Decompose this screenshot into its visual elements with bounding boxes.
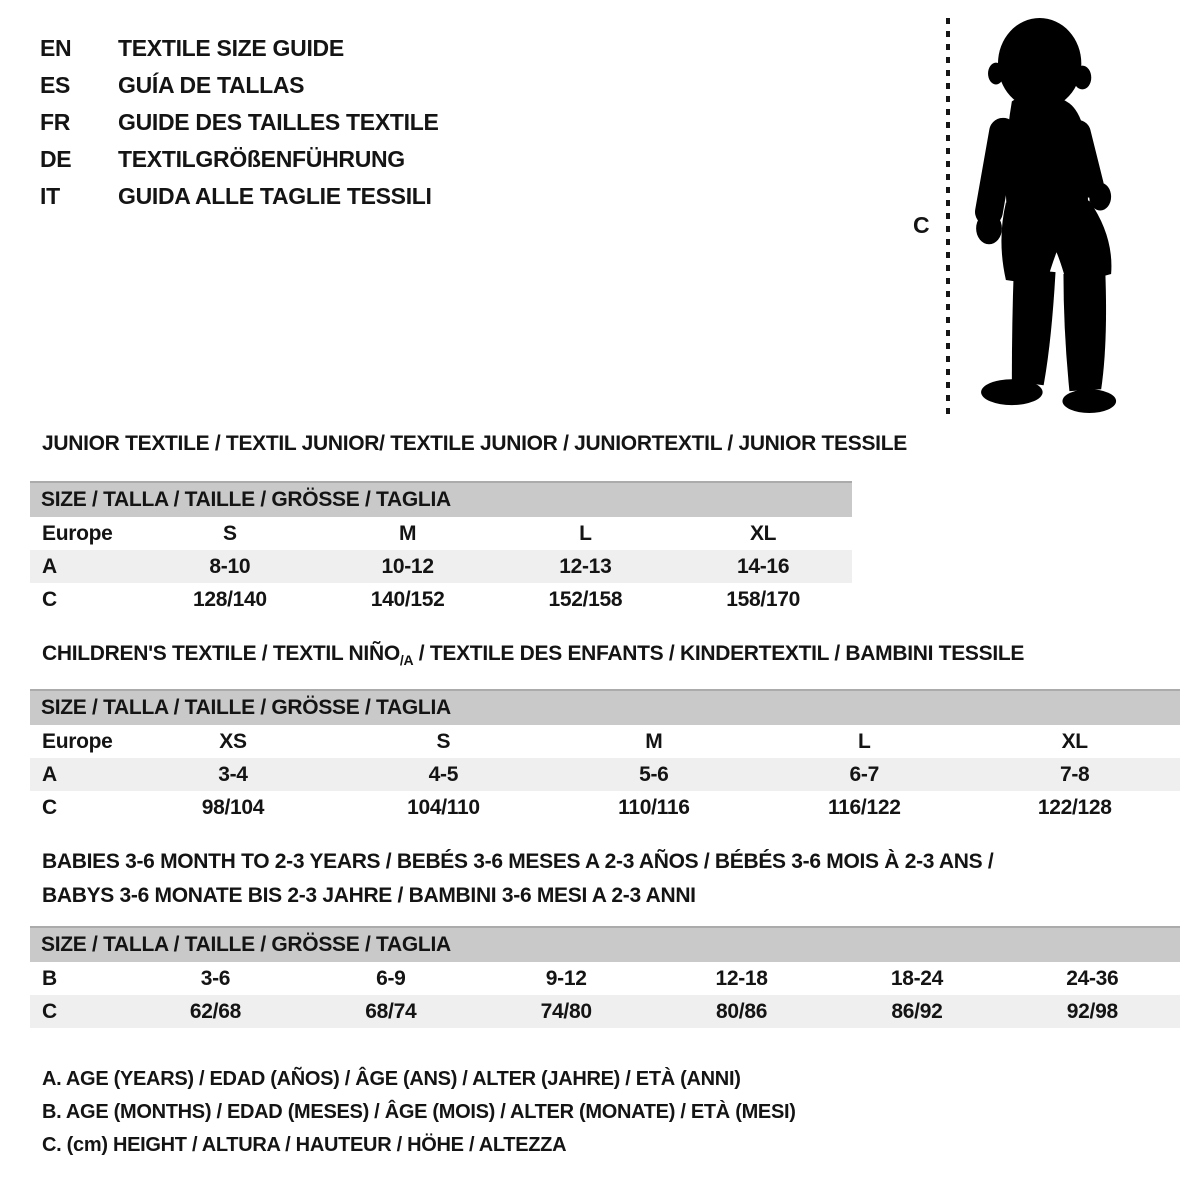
- junior-size-table: [30, 481, 852, 616]
- babies-section-title-line1: BABIES 3-6 MONTH TO 2-3 YEARS / BEBÉS 3-6 MESES A 2-3 AÑOS / BÉBÉS 3-6 MOIS À 2-3 ANS /: [42, 850, 994, 873]
- babies-table-rows: [30, 962, 1180, 1028]
- row-label: C: [42, 999, 57, 1023]
- table-cell: 62/68: [189, 999, 241, 1023]
- table-cell: 110/116: [618, 795, 690, 819]
- lang-row-fr: [40, 104, 439, 141]
- row-label: C: [42, 795, 57, 819]
- row-label: C: [42, 587, 57, 611]
- table-cell: XL: [1061, 729, 1088, 753]
- babies-size-table: [30, 926, 1180, 1028]
- table-cell: 104/110: [407, 795, 480, 819]
- table-row: [30, 550, 852, 583]
- table-cell: 14-16: [736, 554, 790, 578]
- table-cell: 10-12: [381, 554, 434, 578]
- table-cell: 140/152: [370, 587, 445, 611]
- table-cell: L: [858, 729, 871, 753]
- row-label: A: [42, 554, 57, 578]
- lang-row-es: [40, 67, 439, 104]
- junior-section-title: JUNIOR TEXTILE / TEXTIL JUNIOR/ TEXTILE JUNIOR / JUNIORTEXTIL / JUNIOR TESSILE: [42, 432, 907, 455]
- table-cell: 7-8: [1059, 762, 1090, 786]
- table-cell: S: [222, 521, 237, 545]
- table-cell: 8-10: [209, 554, 251, 578]
- table-cell: 122/128: [1037, 795, 1112, 819]
- children-size-table: [30, 689, 1180, 824]
- children-table-rows: [30, 725, 1180, 824]
- table-cell: 6-7: [849, 762, 879, 786]
- table-row: [30, 791, 1180, 824]
- table-cell: 116/122: [827, 795, 901, 819]
- table-cell: 12-13: [559, 554, 612, 578]
- children-title-text-tail: / TEXTILE DES ENFANTS / KINDERTEXTIL / BAMBINI TESSILE: [413, 642, 1025, 665]
- language-title-block: [40, 30, 439, 215]
- lang-title: GUIDA ALLE TAGLIE TESSILI: [118, 183, 432, 209]
- row-label: Europe: [42, 521, 113, 545]
- table-cell: 68/74: [365, 999, 417, 1023]
- table-cell: 158/170: [726, 587, 800, 611]
- table-row: [30, 962, 1180, 995]
- lang-row-en: [40, 30, 439, 67]
- size-header-bar: SIZE / TALLA / TAILLE / GRÖSSE / TAGLIA: [30, 689, 1180, 725]
- lang-code: FR: [40, 109, 71, 135]
- height-measure-label: C: [913, 212, 930, 238]
- table-row: [30, 517, 852, 550]
- legend-age-months: B. AGE (MONTHS) / EDAD (MESES) / ÂGE (MOIS) / ALTER (MONATE) / ETÀ (MESI): [42, 1101, 796, 1123]
- legend-height-cm: C. (cm) HEIGHT / ALTURA / HAUTEUR / HÖHE / ALTEZZA: [42, 1134, 567, 1156]
- table-cell: S: [436, 729, 451, 753]
- table-cell: 12-18: [715, 966, 768, 990]
- size-header-bar: SIZE / TALLA / TAILLE / GRÖSSE / TAGLIA: [30, 481, 852, 517]
- table-cell: 80/86: [716, 999, 768, 1023]
- table-cell: 86/92: [891, 999, 943, 1023]
- lang-code: DE: [40, 146, 72, 172]
- row-label: A: [42, 762, 57, 786]
- table-row: [30, 583, 852, 616]
- table-cell: 92/98: [1066, 999, 1118, 1023]
- table-cell: 6-9: [376, 966, 406, 990]
- lang-title: GUIDE DES TAILLES TEXTILE: [118, 109, 439, 135]
- height-dashed-line-icon: [946, 18, 950, 416]
- row-label: Europe: [42, 729, 113, 753]
- table-cell: XS: [219, 729, 247, 753]
- lang-title: GUÍA DE TALLAS: [118, 72, 305, 98]
- junior-table-rows: [30, 517, 852, 616]
- row-label: B: [42, 966, 57, 990]
- lang-title: TEXTILE SIZE GUIDE: [118, 35, 344, 61]
- legend-age-years: A. AGE (YEARS) / EDAD (AÑOS) / ÂGE (ANS) / ALTER (JAHRE) / ETÀ (ANNI): [42, 1068, 741, 1090]
- table-cell: 98/104: [201, 795, 265, 819]
- lang-code: EN: [40, 35, 72, 61]
- table-cell: 74/80: [540, 999, 592, 1023]
- table-cell: M: [398, 521, 417, 545]
- lang-code: ES: [40, 72, 71, 98]
- table-cell: 3-6: [200, 966, 231, 990]
- lang-code: IT: [40, 183, 60, 209]
- table-cell: 152/158: [548, 587, 623, 611]
- table-cell: XL: [749, 521, 777, 545]
- table-cell: 9-12: [545, 966, 587, 990]
- children-title-subscript: /A: [399, 652, 414, 669]
- lang-title: TEXTILGRÖßENFÜHRUNG: [118, 146, 405, 172]
- table-row: [30, 725, 1180, 758]
- lang-row-it: [40, 178, 439, 215]
- babies-section-title-line2: BABYS 3-6 MONATE BIS 2-3 JAHRE / BAMBINI 3-6 MESI A 2-3 ANNI: [42, 884, 696, 907]
- table-row: [30, 995, 1180, 1028]
- table-cell: 5-6: [639, 762, 669, 786]
- children-section-title: [42, 642, 1024, 668]
- table-cell: 18-24: [890, 966, 944, 990]
- table-cell: 3-4: [218, 762, 248, 786]
- table-cell: 4-5: [428, 762, 459, 786]
- table-cell: M: [645, 729, 663, 753]
- table-row: [30, 758, 1180, 791]
- baby-silhouette-icon: [960, 14, 1158, 416]
- table-cell: 24-36: [1066, 966, 1119, 990]
- lang-row-de: [40, 141, 439, 178]
- table-cell: 128/140: [192, 587, 267, 611]
- table-cell: L: [579, 521, 592, 545]
- size-header-bar: SIZE / TALLA / TAILLE / GRÖSSE / TAGLIA: [30, 926, 1180, 962]
- children-title-text: CHILDREN'S TEXTILE / TEXTIL NIÑO: [42, 642, 400, 665]
